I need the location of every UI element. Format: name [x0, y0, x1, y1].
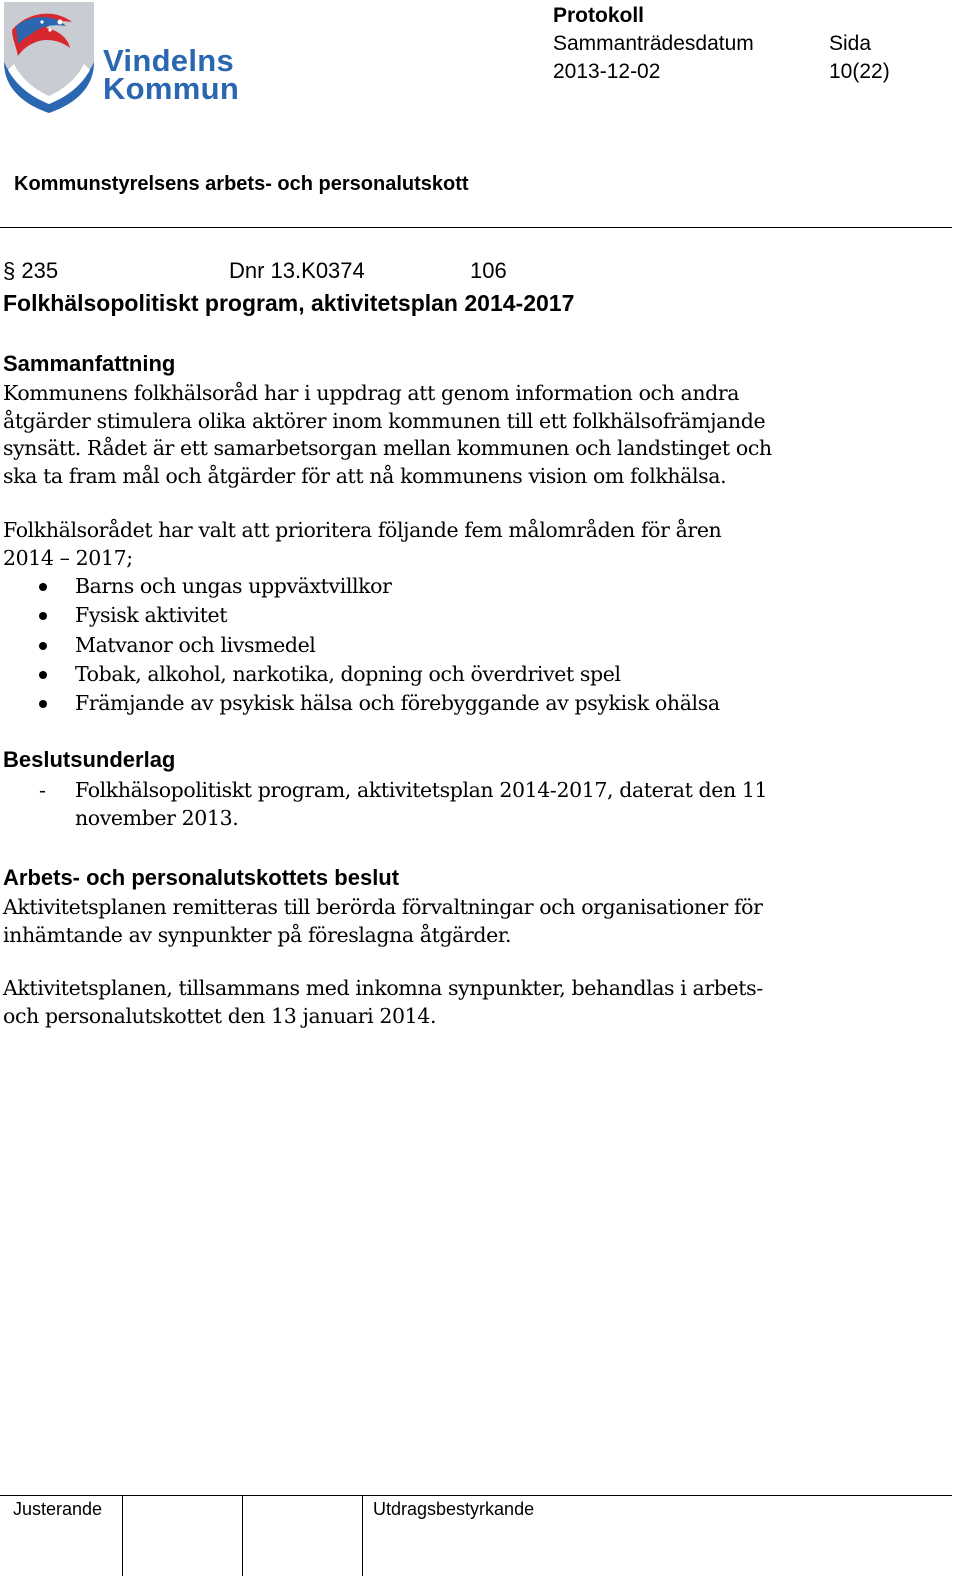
bullet-icon: [39, 583, 47, 591]
header-divider: [0, 227, 952, 228]
decision-line: Aktivitetsplanen, tillsammans med inkomna synpunkter, behandlas i arbets-: [3, 976, 763, 1000]
committee-name: Kommunstyrelsens arbets- och personalutskott: [14, 173, 469, 195]
paragraph-number: § 235: [3, 258, 59, 283]
signature-table: [0, 1495, 952, 1576]
diary-number: Dnr 13.K0374: [229, 258, 365, 283]
list-item: Matvanor och livsmedel: [0, 631, 820, 660]
priorities-line: Folkhälsorådet har valt att prioritera följande fem målområden för åren: [3, 518, 722, 542]
basis-line: november 2013.: [75, 805, 239, 830]
logo-text-kommun: Kommun: [103, 71, 240, 106]
section-title: Folkhälsopolitiskt program, aktivitetsplan 2014-2017: [3, 290, 575, 316]
page-label: Sida: [829, 32, 872, 55]
summary-line: Kommunens folkhälsoråd har i uppdrag att genom information och andra: [3, 381, 740, 405]
basis-heading: Beslutsunderlag: [3, 747, 176, 772]
decision-line: och personalutskottet den 13 januari 2014.: [3, 1003, 437, 1028]
summary-line: synsätt. Rådet är ett samarbetsorgan mellan kommunen och landstinget och: [3, 436, 772, 460]
list-item: Barns och ungas uppväxtvillkor: [0, 572, 820, 601]
priorities-list: [0, 572, 820, 718]
bullet-icon: [39, 700, 47, 708]
signature-cell-divider: [242, 1495, 243, 1576]
dash-marker: -: [39, 778, 46, 802]
bullet-icon: [39, 671, 47, 679]
decision-paragraph-1: [3, 894, 823, 949]
bullet-icon: [39, 612, 47, 620]
archive-code: 106: [470, 258, 507, 283]
basis-line: Folkhälsopolitiskt program, aktivitetsplan 2014-2017, daterat den 11: [75, 778, 768, 802]
logo-text-vindelns: Vindelns: [103, 43, 235, 78]
priorities-intro: [3, 517, 823, 572]
bullet-icon: [39, 642, 47, 650]
meeting-date-value: 2013-12-02: [553, 60, 661, 83]
vindeln-logo-emblem: [2, 0, 97, 115]
priorities-line: 2014 – 2017;: [3, 545, 133, 570]
signature-cell-divider: [362, 1495, 363, 1576]
footer-divider: [0, 1495, 952, 1496]
decision-heading: Arbets- och personalutskottets beslut: [3, 865, 400, 890]
document-type: Protokoll: [553, 4, 645, 27]
decision-paragraph-2: [3, 975, 823, 1030]
summary-line: ska ta fram mål och åtgärder för att nå kommunens vision om folkhälsa.: [3, 463, 727, 488]
decision-line: Aktivitetsplanen remitteras till berörda förvaltningar och organisationer för: [3, 895, 763, 919]
justerande-label: Justerande: [13, 1499, 103, 1519]
summary-line: åtgärder stimulera olika aktörer inom kommunen till ett folkhälsofrämjande: [3, 408, 766, 433]
signature-cell-divider: [122, 1495, 123, 1576]
list-item: Tobak, alkohol, narkotika, dopning och överdrivet spel: [0, 660, 820, 689]
utdragsbestyrkande-label: Utdragsbestyrkande: [373, 1499, 535, 1519]
page-number: 10(22): [829, 60, 890, 83]
summary-heading: Sammanfattning: [3, 351, 176, 376]
decision-line: inhämtande av synpunkter på föreslagna åtgärder.: [3, 922, 512, 947]
summary-paragraph: [3, 380, 823, 490]
meeting-date-label: Sammanträdesdatum: [553, 32, 754, 55]
list-item: Fysisk aktivitet: [0, 601, 820, 630]
list-item: Främjande av psykisk hälsa och förebyggande av psykisk ohälsa: [0, 689, 820, 718]
